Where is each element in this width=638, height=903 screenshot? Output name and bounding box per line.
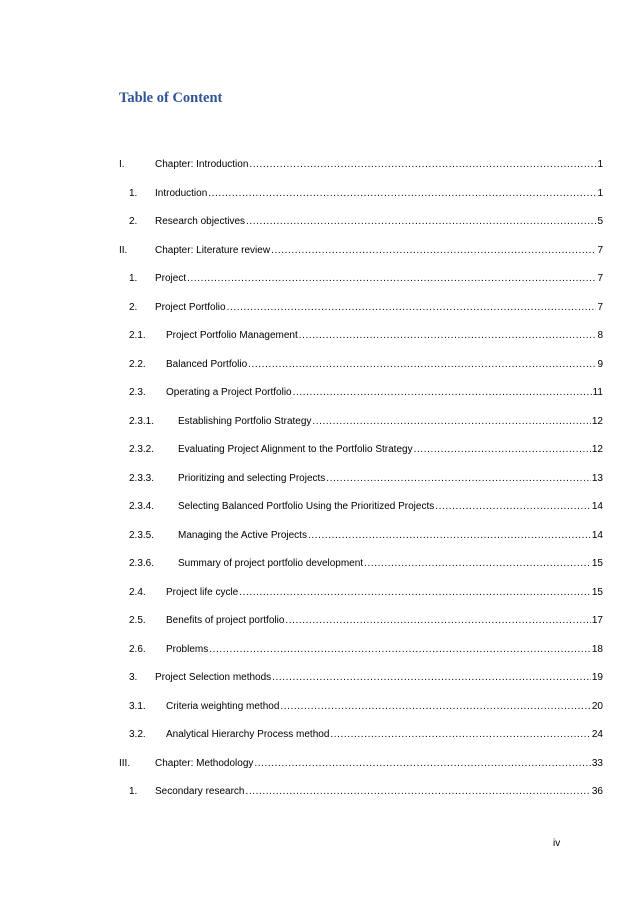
dot-leader xyxy=(330,728,590,742)
toc-entry[interactable] xyxy=(119,158,603,187)
dot-leader xyxy=(364,557,591,571)
toc-entry-line xyxy=(155,671,603,685)
toc-entry-label[interactable]: Managing the Active Projects xyxy=(178,529,307,541)
toc-entry-page: 15 xyxy=(591,586,603,598)
toc-entry-label[interactable]: Project xyxy=(155,273,187,284)
toc-entry-label[interactable]: Prioritizing and selecting Projects xyxy=(178,472,326,484)
toc-entry-label[interactable]: Chapter: Introduction xyxy=(155,159,249,170)
toc-entry[interactable] xyxy=(119,301,603,330)
toc-entry[interactable] xyxy=(119,329,603,358)
toc-entry[interactable] xyxy=(119,358,603,387)
toc-entry-line xyxy=(178,443,603,457)
toc-entry-page: 11 xyxy=(592,387,603,398)
toc-entry-line xyxy=(155,757,603,771)
toc-entry-page: 13 xyxy=(591,472,603,484)
toc-entry-page: 7 xyxy=(597,244,603,256)
dot-leader xyxy=(246,215,596,229)
dot-leader xyxy=(246,785,591,799)
toc-entry-label[interactable]: Summary of project portfolio development xyxy=(178,558,364,569)
dot-leader xyxy=(308,529,591,543)
toc-entry-number: 2.3.6. xyxy=(129,558,155,569)
dot-leader xyxy=(209,643,591,657)
toc-entry-label[interactable]: Introduction xyxy=(155,187,208,199)
toc-entry-label[interactable]: Chapter: Literature review xyxy=(155,244,271,256)
toc-entry-number: 2.2. xyxy=(129,358,146,370)
toc-entry[interactable] xyxy=(119,728,603,757)
toc-entry-number: 2.3.5. xyxy=(129,529,155,541)
toc-entry-line xyxy=(155,187,603,201)
toc-entry-number: 3. xyxy=(129,672,138,683)
toc-entry[interactable] xyxy=(119,272,603,301)
toc-entry[interactable] xyxy=(119,215,603,244)
toc-entry[interactable] xyxy=(119,700,603,729)
toc-entry-page: 1 xyxy=(597,159,603,170)
toc-entry-line xyxy=(166,358,603,372)
toc-entry[interactable] xyxy=(119,557,603,586)
dot-leader xyxy=(271,244,596,258)
dot-leader xyxy=(285,614,590,628)
toc-entry-page: 1 xyxy=(597,187,603,199)
toc-entry-label[interactable]: Project Selection methods xyxy=(155,672,272,683)
toc-entry-label[interactable]: Benefits of project portfolio xyxy=(166,615,285,626)
toc-entry-page: 14 xyxy=(591,501,603,512)
toc-entry-page: 7 xyxy=(597,273,603,284)
toc-entry-number: III. xyxy=(119,757,131,769)
toc-entry-number: 2.4. xyxy=(129,586,146,598)
toc-entry-page: 36 xyxy=(591,786,603,797)
toc-entry-label[interactable]: Selecting Balanced Portfolio Using the Prioritized Projects xyxy=(178,501,435,512)
toc-entry-page: 9 xyxy=(597,358,603,370)
toc-entry[interactable] xyxy=(119,671,603,700)
toc-entry-page: 20 xyxy=(591,700,603,712)
toc-entry-line xyxy=(155,215,603,229)
toc-entry-number: 2.1. xyxy=(129,330,146,341)
dot-leader xyxy=(239,586,591,600)
toc-entry-page: 5 xyxy=(597,216,603,227)
page-title: Table of Content xyxy=(119,90,223,106)
dot-leader xyxy=(326,472,591,486)
toc-entry-number: 2.3.1. xyxy=(129,415,155,427)
toc-entry-line xyxy=(155,785,603,799)
toc-entry[interactable] xyxy=(119,443,603,472)
toc-entry-page: 7 xyxy=(597,301,603,313)
toc-entry-line xyxy=(155,244,603,258)
toc-entry-line xyxy=(166,700,603,714)
toc-entry-number: 2. xyxy=(129,301,138,313)
toc-entry-label[interactable]: Research objectives xyxy=(155,216,246,227)
toc-entry-line xyxy=(166,386,603,400)
toc-entry-line xyxy=(166,586,603,600)
toc-entry-page: 24 xyxy=(591,729,603,740)
toc-entry-label[interactable]: Evaluating Project Alignment to the Portfolio Strategy xyxy=(178,444,413,455)
dot-leader xyxy=(248,358,596,372)
toc-entry-number: 2.6. xyxy=(129,643,146,655)
toc-entry-label[interactable]: Operating a Project Portfolio xyxy=(166,387,292,398)
dot-leader xyxy=(187,272,596,286)
toc-entry-number: 1. xyxy=(129,786,138,797)
toc-entry-label[interactable]: Project Portfolio xyxy=(155,301,226,313)
dot-leader xyxy=(272,671,591,685)
dot-leader xyxy=(280,700,590,714)
toc-entry[interactable] xyxy=(119,614,603,643)
toc-entry-line xyxy=(166,728,603,742)
toc-entry-number: 2.5. xyxy=(129,615,146,626)
toc-entry-label[interactable]: Criteria weighting method xyxy=(166,700,280,712)
toc-entry-number: 2.3.4. xyxy=(129,501,155,512)
toc-entry[interactable] xyxy=(119,386,603,415)
toc-entry-page: 12 xyxy=(591,444,603,455)
toc-entry-label[interactable]: Project Portfolio Management xyxy=(166,330,298,341)
toc-entry[interactable] xyxy=(119,757,603,786)
toc-entry-page: 17 xyxy=(591,615,603,626)
toc-entry-label[interactable]: Balanced Portfolio xyxy=(166,358,248,370)
toc-entry-line xyxy=(178,472,603,486)
toc-entry[interactable] xyxy=(119,187,603,216)
toc-entry[interactable] xyxy=(119,785,603,814)
toc-entry-page: 8 xyxy=(597,330,603,341)
toc-entry[interactable] xyxy=(119,529,603,558)
toc-entry-line xyxy=(178,529,603,543)
dot-leader xyxy=(435,500,591,514)
toc-entry-label[interactable]: Secondary research xyxy=(155,786,245,797)
toc-entry-line xyxy=(155,301,603,315)
toc-entry-line xyxy=(155,158,603,172)
toc-entry-line xyxy=(178,557,603,571)
toc-entry-number: I. xyxy=(119,159,125,170)
toc-entry-line xyxy=(178,500,603,514)
toc-entry-label[interactable]: Problems xyxy=(166,643,209,655)
toc-entry[interactable] xyxy=(119,244,603,273)
dot-leader xyxy=(293,386,592,400)
toc-entry-page: 15 xyxy=(591,558,603,569)
toc-entry-number: 2.3. xyxy=(129,387,146,398)
toc-entry-number: 2.3.3. xyxy=(129,472,155,484)
toc-entry-number: 1. xyxy=(129,273,138,284)
toc-entry-number: 2. xyxy=(129,216,138,227)
toc-entry-line xyxy=(178,415,603,429)
toc-entry-line xyxy=(166,614,603,628)
dot-leader xyxy=(227,301,597,315)
toc-entry-label[interactable]: Project life cycle xyxy=(166,586,239,598)
toc-entry[interactable] xyxy=(119,586,603,615)
toc-entry-line xyxy=(166,329,603,343)
dot-leader xyxy=(312,415,590,429)
toc-entry-page: 33 xyxy=(591,757,603,769)
toc-entry-number: 3.2. xyxy=(129,729,146,740)
toc-entry-number: 1. xyxy=(129,187,138,199)
toc-entry[interactable] xyxy=(119,415,603,444)
toc-entry-number: 3.1. xyxy=(129,700,146,712)
toc-entry-label[interactable]: Establishing Portfolio Strategy xyxy=(178,415,312,427)
page-number: iv xyxy=(553,838,561,849)
dot-leader xyxy=(254,757,590,771)
toc-entry-page: 18 xyxy=(591,643,603,655)
toc-entry[interactable] xyxy=(119,500,603,529)
toc-entry-line xyxy=(166,643,603,657)
toc-entry-page: 12 xyxy=(591,415,603,427)
table-of-contents xyxy=(119,158,603,814)
toc-entry-line xyxy=(155,272,603,286)
toc-entry-page: 14 xyxy=(591,529,603,541)
toc-entry-label[interactable]: Chapter: Methodology xyxy=(155,757,254,769)
toc-entry-number: II. xyxy=(119,244,128,256)
toc-entry[interactable] xyxy=(119,643,603,672)
toc-entry-page: 19 xyxy=(591,672,603,683)
toc-entry-number: 2.3.2. xyxy=(129,444,155,455)
toc-entry-label[interactable]: Analytical Hierarchy Process method xyxy=(166,729,330,740)
dot-leader xyxy=(208,187,596,201)
toc-entry[interactable] xyxy=(119,472,603,501)
dot-leader xyxy=(249,158,596,172)
dot-leader xyxy=(414,443,591,457)
dot-leader xyxy=(299,329,597,343)
